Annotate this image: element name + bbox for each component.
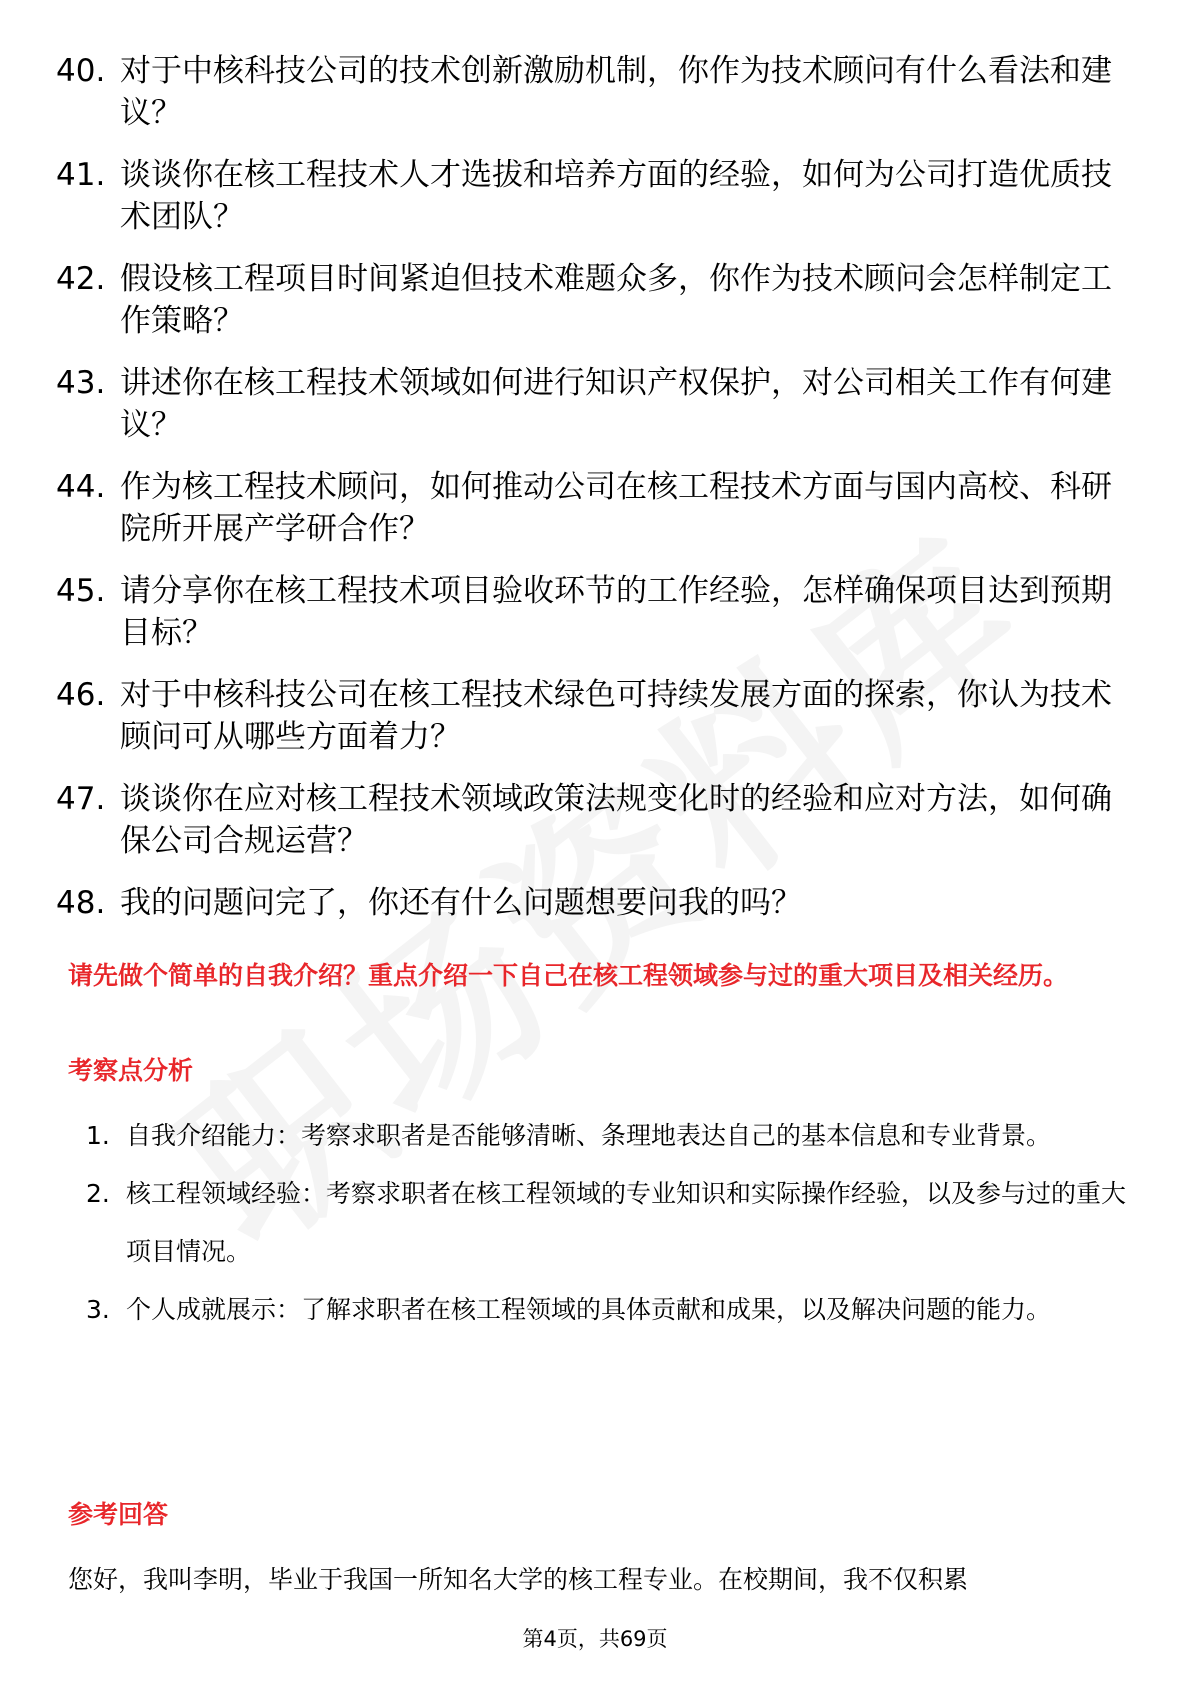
question-text: 对于中核科技公司在核工程技术绿色可持续发展方面的探索，你认为技术顾问可从哪些方面着力？ xyxy=(120,677,1112,755)
answer-heading: 参考回答 xyxy=(68,1500,169,1529)
question-text: 讲述你在核工程技术领域如何进行知识产权保护，对公司相关工作有何建议？ xyxy=(120,365,1112,443)
question-item xyxy=(56,778,1136,862)
question-item xyxy=(56,362,1136,446)
question-number: 44. xyxy=(56,469,106,505)
question-text: 对于中核科技公司的技术创新激励机制，你作为技术顾问有什么看法和建议？ xyxy=(120,53,1112,131)
question-number: 41. xyxy=(56,157,106,193)
answer-text: 您好，我叫李明，毕业于我国一所知名大学的核工程专业。在校期间，我不仅积累 xyxy=(68,1565,969,1594)
analysis-number: 1. xyxy=(86,1121,110,1150)
question-item xyxy=(56,674,1136,758)
analysis-number: 3. xyxy=(86,1295,110,1324)
question-number: 45. xyxy=(56,573,106,609)
question-text: 我的问题问完了，你还有什么问题想要问我的吗？ xyxy=(120,885,802,921)
featured-question: 请先做个简单的自我介绍？重点介绍一下自己在核工程领域参与过的重大项目及相关经历。 xyxy=(68,961,1069,990)
question-item xyxy=(56,570,1136,654)
analysis-heading: 考察点分析 xyxy=(68,1056,194,1085)
question-number: 40. xyxy=(56,53,106,89)
question-item xyxy=(56,258,1136,342)
analysis-text: 自我介绍能力：考察求职者是否能够清晰、条理地表达自己的基本信息和专业背景。 xyxy=(126,1121,1052,1150)
question-item xyxy=(56,466,1136,550)
question-item xyxy=(56,154,1136,238)
analysis-item xyxy=(86,1107,1136,1165)
question-text: 假设核工程项目时间紧迫但技术难题众多，你作为技术顾问会怎样制定工作策略？ xyxy=(120,261,1112,339)
question-text: 作为核工程技术顾问，如何推动公司在核工程技术方面与国内高校、科研院所开展产学研合作？ xyxy=(120,469,1112,547)
question-list xyxy=(56,50,1136,944)
question-text: 请分享你在核工程技术项目验收环节的工作经验，怎样确保项目达到预期目标？ xyxy=(120,573,1112,651)
page-footer: 第4页，共69页 xyxy=(522,1627,668,1651)
analysis-list xyxy=(86,1107,1136,1339)
question-number: 48. xyxy=(56,885,106,921)
analysis-number: 2. xyxy=(86,1179,110,1208)
question-item xyxy=(56,882,1136,924)
analysis-text: 个人成就展示：了解求职者在核工程领域的具体贡献和成果，以及解决问题的能力。 xyxy=(126,1295,1052,1324)
question-number: 43. xyxy=(56,365,106,401)
question-text: 谈谈你在核工程技术人才选拔和培养方面的经验，如何为公司打造优质技术团队？ xyxy=(120,157,1112,235)
analysis-item xyxy=(86,1281,1136,1339)
analysis-text: 核工程领域经验：考察求职者在核工程领域的专业知识和实际操作经验，以及参与过的重大项目情况。 xyxy=(126,1179,1127,1266)
question-number: 47. xyxy=(56,781,106,817)
question-number: 42. xyxy=(56,261,106,297)
question-text: 谈谈你在应对核工程技术领域政策法规变化时的经验和应对方法，如何确保公司合规运营？ xyxy=(120,781,1112,859)
question-number: 46. xyxy=(56,677,106,713)
analysis-item xyxy=(86,1165,1136,1281)
question-item xyxy=(56,50,1136,134)
